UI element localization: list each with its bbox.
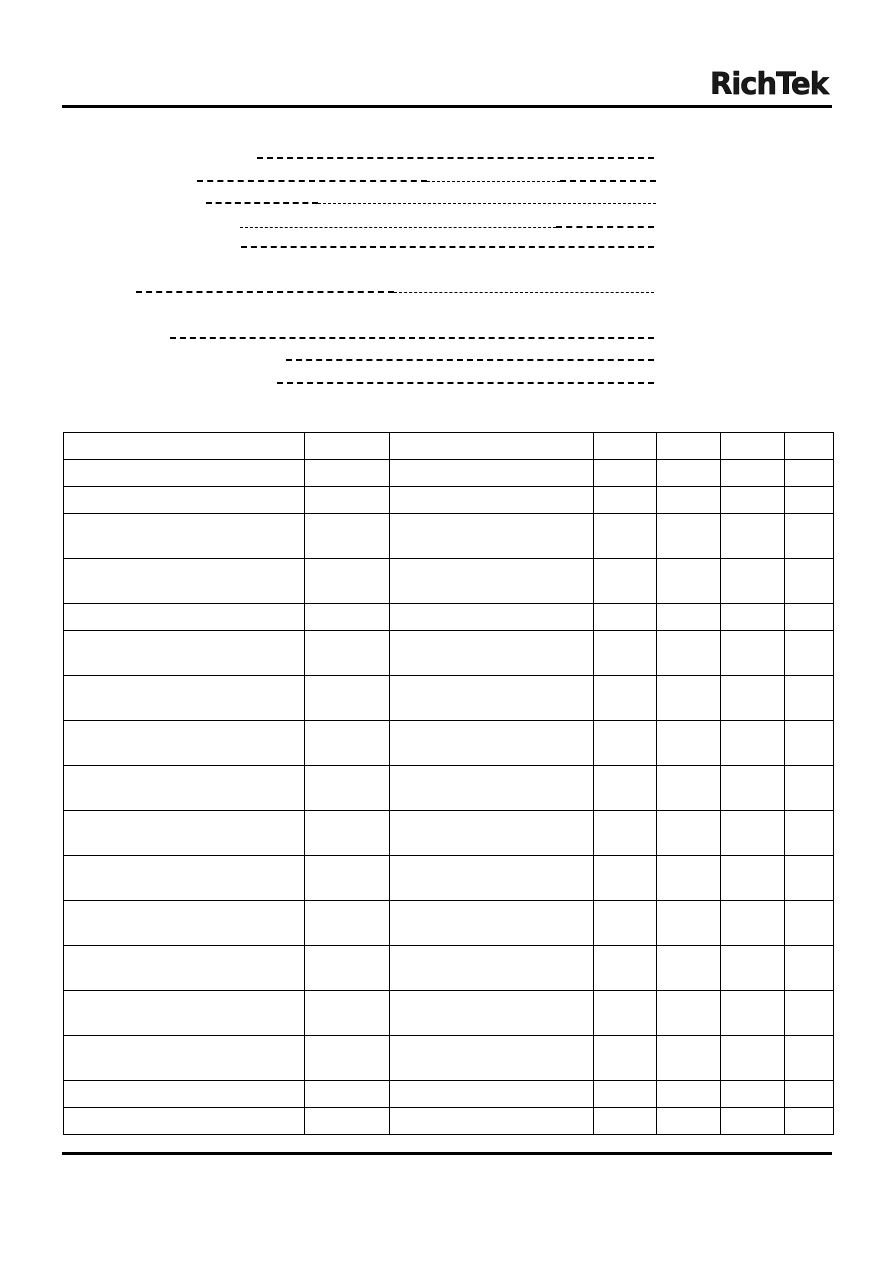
table-cell — [390, 1081, 594, 1108]
table-cell — [390, 460, 594, 487]
table-cell — [594, 631, 657, 676]
table-cell — [305, 433, 390, 460]
table-cell — [721, 721, 785, 766]
table-row — [64, 1108, 834, 1135]
table-cell — [305, 811, 390, 856]
table-cell — [721, 604, 785, 631]
table-cell — [390, 856, 594, 901]
table-cell — [64, 559, 305, 604]
table-cell — [657, 721, 721, 766]
table-cell — [657, 514, 721, 559]
leader-line — [241, 246, 654, 248]
table-cell — [594, 901, 657, 946]
table-cell — [657, 766, 721, 811]
table-cell — [657, 901, 721, 946]
table-cell — [721, 1081, 785, 1108]
table-cell — [721, 1036, 785, 1081]
table-cell — [390, 433, 594, 460]
table-cell — [390, 901, 594, 946]
table-cell — [657, 631, 721, 676]
leader-line — [318, 203, 656, 204]
table-row — [64, 946, 834, 991]
header-rule — [62, 105, 832, 108]
leader-line — [136, 291, 394, 293]
table-cell — [721, 946, 785, 991]
table-cell — [721, 901, 785, 946]
table-cell — [657, 856, 721, 901]
table-cell — [657, 433, 721, 460]
table-cell — [721, 991, 785, 1036]
leader-line — [394, 292, 654, 293]
table-cell — [785, 946, 834, 991]
table-cell — [785, 631, 834, 676]
table-cell — [594, 559, 657, 604]
table-row — [64, 676, 834, 721]
richtek-logo — [708, 62, 832, 102]
table-cell — [594, 991, 657, 1036]
table-cell — [721, 856, 785, 901]
leader-line — [277, 382, 654, 384]
table-cell — [657, 991, 721, 1036]
table-row — [64, 1036, 834, 1081]
table-cell — [721, 487, 785, 514]
table-cell — [721, 1108, 785, 1135]
table-row — [64, 721, 834, 766]
table-cell — [785, 766, 834, 811]
table-cell — [64, 460, 305, 487]
table-cell — [390, 946, 594, 991]
table-cell — [657, 676, 721, 721]
table-cell — [390, 559, 594, 604]
table-row — [64, 514, 834, 559]
table-cell — [64, 604, 305, 631]
table-cell — [64, 631, 305, 676]
table-cell — [305, 1108, 390, 1135]
table-cell — [305, 487, 390, 514]
table-row — [64, 631, 834, 676]
table-row — [64, 1081, 834, 1108]
table-cell — [721, 559, 785, 604]
table-cell — [64, 766, 305, 811]
table-cell — [721, 676, 785, 721]
table-row — [64, 766, 834, 811]
spec-table-body — [64, 433, 834, 1135]
table-cell — [305, 901, 390, 946]
table-cell — [721, 811, 785, 856]
table-cell — [657, 1108, 721, 1135]
table-cell — [390, 514, 594, 559]
table-cell — [657, 946, 721, 991]
leader-line — [556, 226, 654, 228]
table-cell — [785, 433, 834, 460]
table-cell — [390, 1108, 594, 1135]
leader-line — [197, 180, 427, 182]
table-cell — [721, 433, 785, 460]
table-cell — [390, 604, 594, 631]
table-cell — [64, 901, 305, 946]
table-cell — [305, 856, 390, 901]
table-cell — [657, 460, 721, 487]
table-cell — [64, 991, 305, 1036]
table-cell — [390, 811, 594, 856]
table-cell — [657, 811, 721, 856]
table-cell — [594, 514, 657, 559]
table-cell — [594, 487, 657, 514]
table-cell — [305, 676, 390, 721]
table-cell — [64, 1081, 305, 1108]
leader-line — [170, 337, 654, 339]
table-cell — [594, 460, 657, 487]
table-cell — [594, 1081, 657, 1108]
table-cell — [305, 514, 390, 559]
table-cell — [594, 433, 657, 460]
table-cell — [657, 487, 721, 514]
table-cell — [64, 946, 305, 991]
table-cell — [785, 1108, 834, 1135]
table-cell — [390, 676, 594, 721]
table-cell — [785, 811, 834, 856]
table-cell — [305, 460, 390, 487]
table-cell — [785, 1036, 834, 1081]
table-cell — [594, 1108, 657, 1135]
table-cell — [594, 766, 657, 811]
table-cell — [305, 559, 390, 604]
table-cell — [64, 676, 305, 721]
table-cell — [390, 721, 594, 766]
table-row — [64, 991, 834, 1036]
table-cell — [657, 559, 721, 604]
table-cell — [305, 604, 390, 631]
table-cell — [721, 766, 785, 811]
table-cell — [305, 721, 390, 766]
table-cell — [64, 721, 305, 766]
table-cell — [594, 946, 657, 991]
table-cell — [64, 1036, 305, 1081]
table-cell — [305, 946, 390, 991]
table-cell — [657, 1036, 721, 1081]
table-cell — [64, 433, 305, 460]
table-cell — [721, 460, 785, 487]
table-cell — [785, 1081, 834, 1108]
table-row — [64, 460, 834, 487]
table-cell — [64, 514, 305, 559]
table-cell — [785, 487, 834, 514]
leader-line — [427, 181, 560, 182]
table-cell — [785, 856, 834, 901]
table-row — [64, 901, 834, 946]
table-cell — [594, 676, 657, 721]
table-cell — [64, 811, 305, 856]
table-row — [64, 811, 834, 856]
table-cell — [594, 604, 657, 631]
table-cell — [594, 721, 657, 766]
table-cell — [785, 604, 834, 631]
table-cell — [64, 487, 305, 514]
table-cell — [785, 901, 834, 946]
table-cell — [721, 631, 785, 676]
richtek-logo-graphic — [708, 62, 832, 102]
table-cell — [785, 514, 834, 559]
table-cell — [390, 991, 594, 1036]
table-cell — [390, 766, 594, 811]
leader-line — [240, 227, 556, 228]
table-cell — [305, 1036, 390, 1081]
table-cell — [305, 766, 390, 811]
svg-text:RichTek: RichTek — [710, 67, 830, 102]
spec-table — [63, 432, 834, 1135]
table-cell — [390, 487, 594, 514]
table-cell — [785, 559, 834, 604]
table-cell — [785, 991, 834, 1036]
table-cell — [390, 1036, 594, 1081]
table-cell — [64, 856, 305, 901]
table-cell — [64, 1108, 305, 1135]
leader-line — [257, 157, 654, 159]
table-cell — [785, 676, 834, 721]
table-row — [64, 856, 834, 901]
table-cell — [390, 631, 594, 676]
table-cell — [785, 460, 834, 487]
table-cell — [594, 856, 657, 901]
footer-rule — [62, 1152, 832, 1155]
table-cell — [305, 631, 390, 676]
table-cell — [305, 991, 390, 1036]
table-row — [64, 604, 834, 631]
table-cell — [594, 811, 657, 856]
table-cell — [785, 721, 834, 766]
table-row — [64, 487, 834, 514]
table-row — [64, 433, 834, 460]
table-cell — [305, 1081, 390, 1108]
table-cell — [657, 604, 721, 631]
table-cell — [721, 514, 785, 559]
table-cell — [594, 1036, 657, 1081]
leader-line — [286, 359, 654, 361]
table-cell — [657, 1081, 721, 1108]
leader-line — [560, 180, 656, 182]
leader-line — [206, 202, 318, 204]
table-row — [64, 559, 834, 604]
